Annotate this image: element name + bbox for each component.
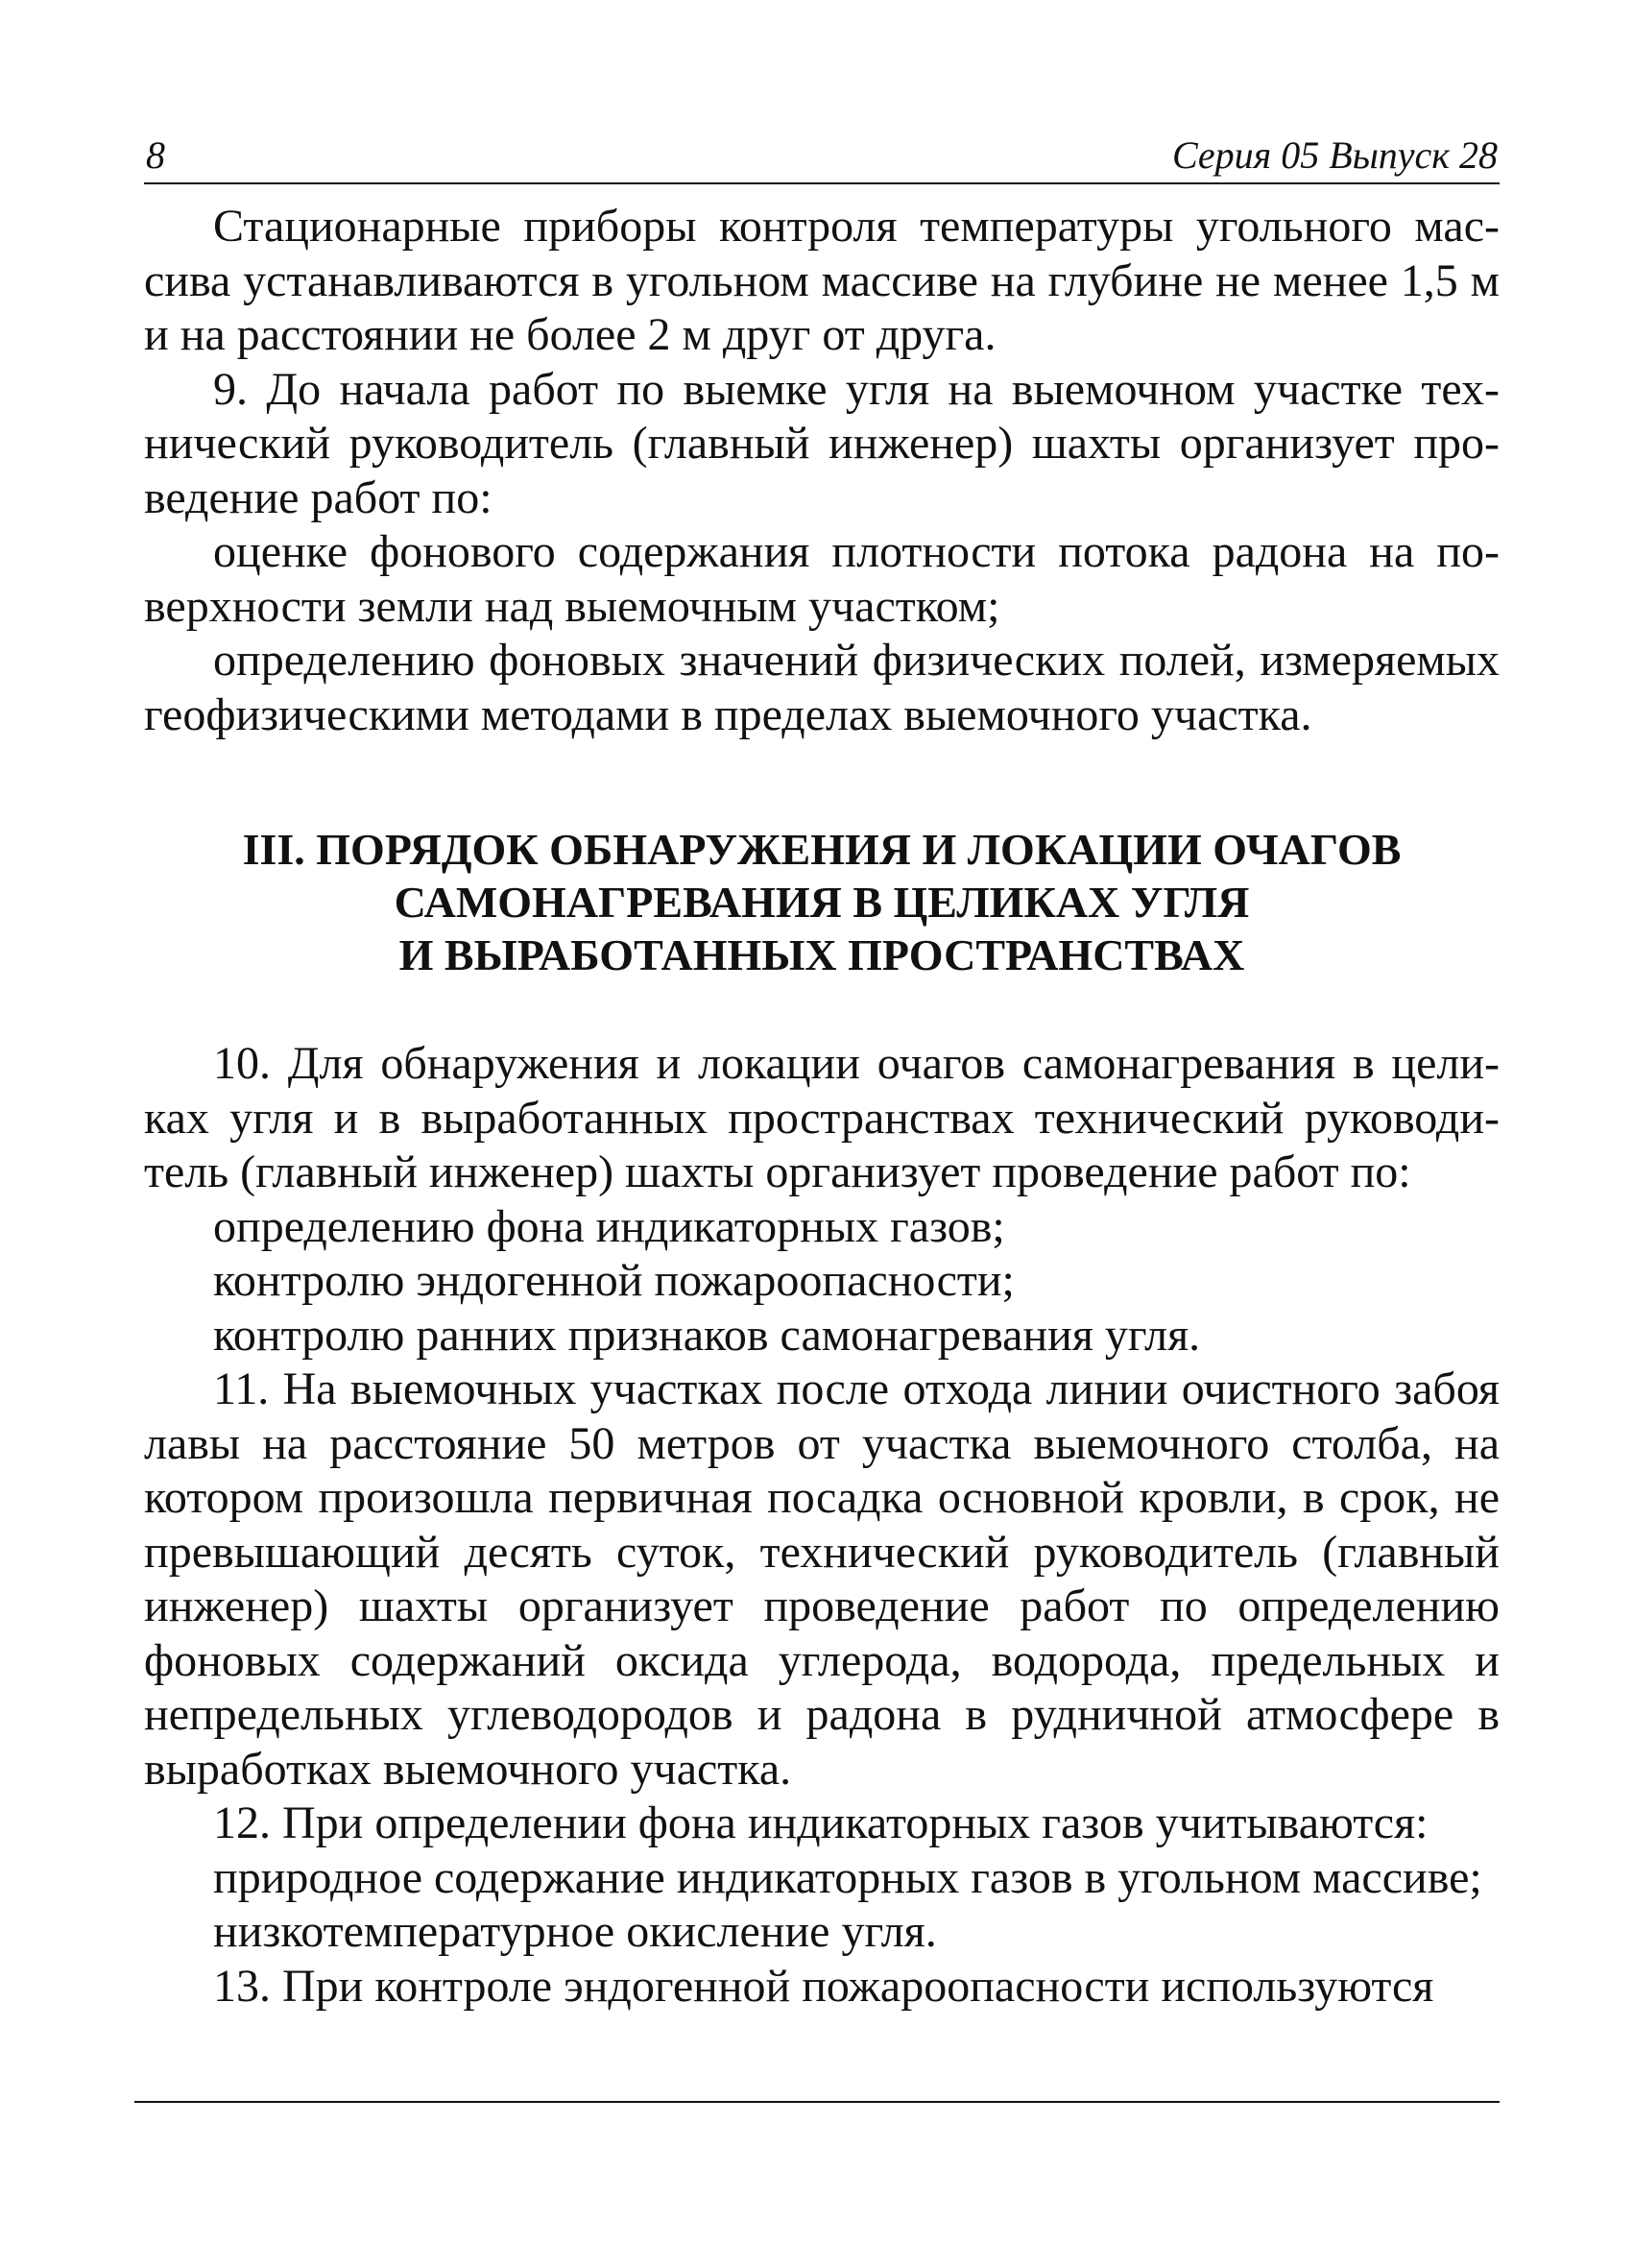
- paragraph: оценке фонового содержания плотности потока радона на поверхности земли над выемочным участком;: [144, 526, 1500, 632]
- series-issue-label: Серия 05 Выпуск 28: [1171, 133, 1498, 177]
- section-heading: [144, 823, 1500, 981]
- running-header: [144, 133, 1500, 184]
- section-heading-line: III. ПОРЯДОК ОБНАРУЖЕНИЯ И ЛОКАЦИИ ОЧАГОВ: [242, 825, 1402, 874]
- paragraph: природное содержание индикаторных газов в угольном массиве;: [213, 1851, 1482, 1903]
- paragraph: контролю эндогенной пожароопасности;: [213, 1255, 1015, 1306]
- section-heading-line: САМОНАГРЕВАНИЯ В ЦЕЛИКАХ УГЛЯ: [394, 878, 1250, 927]
- page-body: [144, 200, 1500, 2014]
- paragraph: определению фоновых значений физических полей, измеряемых геофизическими методами в пределах выемочного участка.: [144, 635, 1500, 740]
- paragraph: контролю ранних признаков самонагревания угля.: [213, 1309, 1201, 1361]
- page-number: 8: [146, 133, 165, 177]
- paragraph: 12. При определении фона индикаторных газов учитываются:: [213, 1798, 1429, 1848]
- paragraph: 9. До начала работ по выемке угля на выемочном участке технический руководитель (главный инженер) шахты организует проведение работ по:: [144, 363, 1500, 523]
- paragraph: определению фона индикаторных газов;: [213, 1200, 1005, 1252]
- paragraph: Стационарные приборы контроля температуры угольного массива устанавливаются в угольном массиве на глубине не менее 1,5 м и на расстоянии не более 2 м друг от друга.: [144, 201, 1500, 360]
- paragraph: 10. Для обнаружения и локации очагов самонагревания в целиках угля и в выработанных пространствах технический руководитель (главный инженер) шахты организует проведение работ по:: [144, 1038, 1500, 1197]
- section-heading-line: И ВЫРАБОТАННЫХ ПРОСТРАНСТВАХ: [398, 930, 1245, 979]
- paragraph: 11. На выемочных участках после отхода линии очистного забоя лавы на расстояние 50 метров от участка выемочного столба, на котором произошла первичная посадка основной кровли, в срок, не превышающий десять суток, технический руководитель (главный инженер) шахты организует проведение работ по определению фоновых содержаний оксида углерода, водорода, предельных и непредельных углеводородов и радона в рудничной атмосфере в выработках выемочного участка.: [144, 1363, 1500, 1795]
- bottom-rule: [134, 2101, 1500, 2103]
- paragraph: 13. При контроле эндогенной пожароопасности используются: [213, 1960, 1434, 2012]
- paragraph: низкотемпературное окисление угля.: [213, 1906, 937, 1957]
